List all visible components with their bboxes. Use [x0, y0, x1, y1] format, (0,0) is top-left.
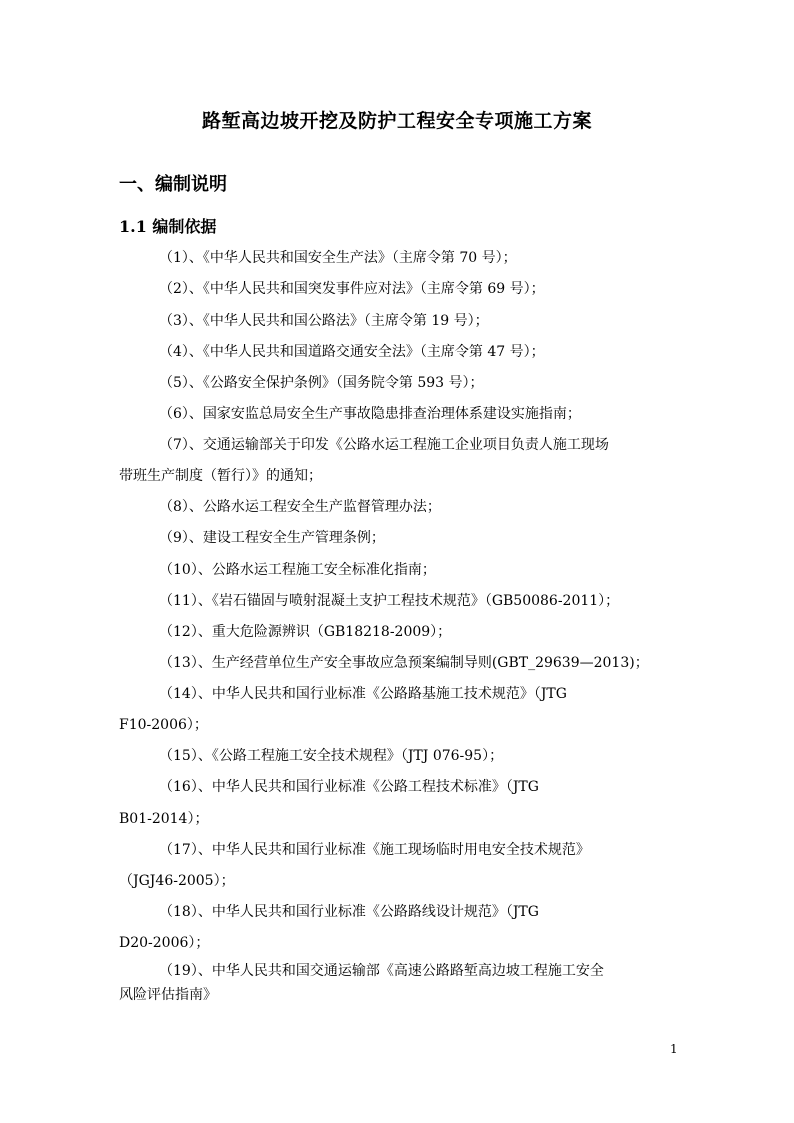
document-title: 路堑高边坡开挖及防护工程安全专项施工方案: [201, 110, 592, 132]
reference-item: （9）、建设工程安全生产管理条例；: [159, 530, 385, 546]
reference-item: （1）、《中华人民共和国安全生产法》（主席令第 70 号）；: [159, 250, 517, 266]
reference-item: （2）、《中华人民共和国突发事件应对法》（主席令第 69 号）；: [159, 281, 545, 297]
reference-item: （16）、中华人民共和国行业标准《公路工程技术标准》（JTG: [159, 779, 539, 795]
reference-item: （15）、《公路工程施工安全技术规程》（JTJ 076-95）；: [159, 748, 504, 764]
reference-item-continuation: D20-2006）；: [119, 935, 210, 951]
reference-item-continuation: （JGJ46-2005）；: [119, 873, 235, 889]
reference-item: （13）、生产经营单位生产安全事故应急预案编制导则(GBT_29639—2013)；: [159, 655, 649, 671]
reference-item-continuation: F10-2006）；: [119, 717, 208, 733]
reference-item: （14）、中华人民共和国行业标准《公路路基施工技术规范》（JTG: [159, 686, 567, 702]
reference-item: （6）、国家安监总局安全生产事故隐患排查治理体系建设实施指南；: [159, 406, 581, 422]
subsection-heading: 1.1 编制依据: [119, 217, 217, 236]
reference-item-continuation: B01-2014）；: [119, 811, 209, 827]
reference-item: （10）、公路水运工程施工安全标准化指南；: [159, 562, 436, 578]
reference-item: （11）、《岩石锚固与喷射混凝土支护工程技术规范》（GB50086-2011）；: [159, 593, 620, 609]
reference-item-continuation: 带班生产制度（暂行）》的通知；: [119, 468, 322, 484]
reference-item: （3）、《中华人民共和国公路法》（主席令第 19 号）；: [159, 313, 489, 329]
reference-item: （7）、交通运输部关于印发《公路水运工程施工企业项目负责人施工现场: [159, 437, 609, 453]
reference-item: （12）、重大危险源辨识（GB18218-2009）；: [159, 624, 452, 640]
page-number: 1: [670, 1042, 678, 1056]
reference-item: （17）、中华人民共和国行业标准《施工现场临时用电安全技术规范》: [159, 842, 590, 858]
reference-item: （4）、《中华人民共和国道路交通安全法》（主席令第 47 号）；: [159, 344, 545, 360]
reference-item-continuation: 风险评估指南》: [119, 987, 217, 1003]
section-heading: 一、编制说明: [119, 174, 227, 195]
reference-item: （18）、中华人民共和国行业标准《公路路线设计规范》（JTG: [159, 904, 539, 920]
reference-item: （8）、公路水运工程安全生产监督管理办法；: [159, 499, 441, 515]
reference-item: （19）、中华人民共和国交通运输部《高速公路路堑高边坡工程施工安全: [159, 963, 604, 979]
reference-item: （5）、《公路安全保护条例》（国务院令第 593 号）；: [159, 375, 484, 391]
